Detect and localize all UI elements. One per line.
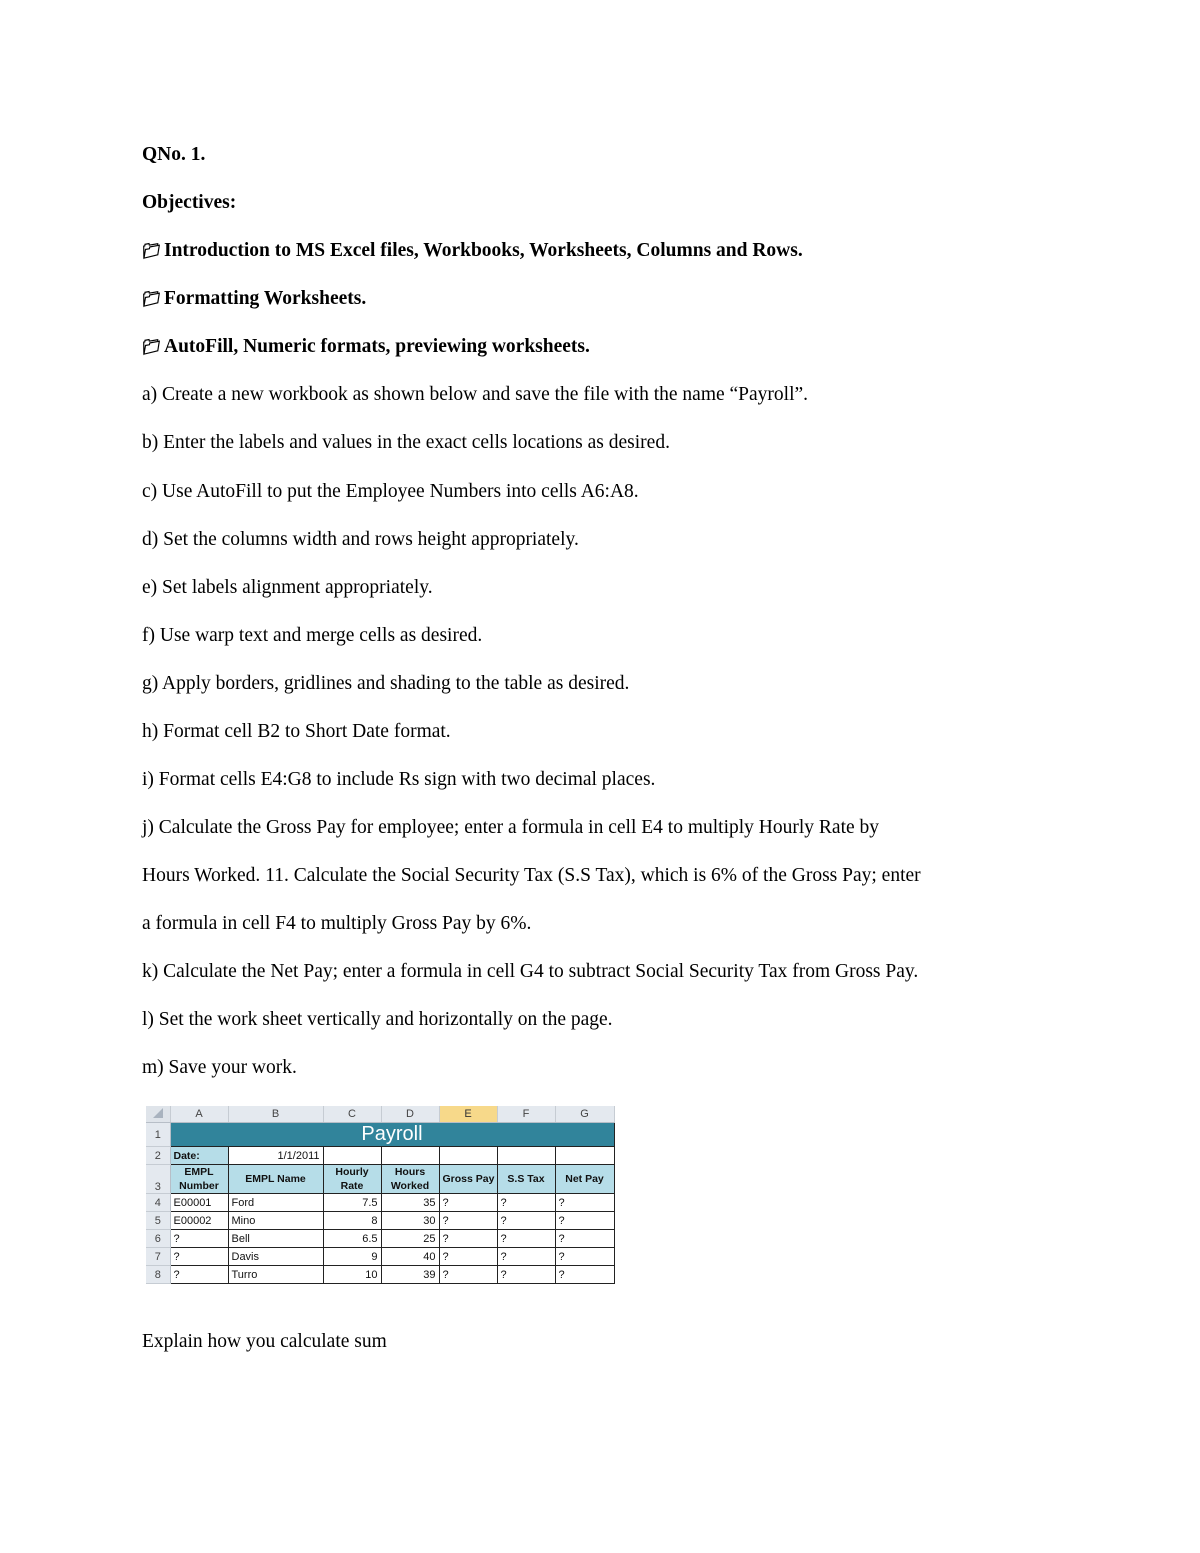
gross-pay-cell[interactable]: ? <box>439 1230 497 1248</box>
column-header-row <box>146 1106 614 1123</box>
header-hourly-rate[interactable]: Hourly Rate <box>323 1165 381 1194</box>
table-row <box>146 1194 614 1212</box>
empl-number-cell[interactable]: ? <box>170 1248 228 1266</box>
folder-clip-icon: 📁︎ <box>142 338 162 356</box>
row-header[interactable]: 1 <box>146 1123 170 1147</box>
task-item: k) Calculate the Net Pay; enter a formula in cell G4 to subtract Social Security Tax from Gross Pay. <box>142 961 919 982</box>
task-item: b) Enter the labels and values in the exact cells locations as desired. <box>142 432 670 453</box>
empty-cell[interactable] <box>555 1147 614 1165</box>
ss-tax-cell[interactable]: ? <box>497 1212 555 1230</box>
task-item: h) Format cell B2 to Short Date format. <box>142 721 451 742</box>
hours-worked-cell[interactable]: 25 <box>381 1230 439 1248</box>
empl-number-cell[interactable]: E00002 <box>170 1212 228 1230</box>
task-item: e) Set labels alignment appropriately. <box>142 577 433 598</box>
empl-name-cell[interactable]: Turro <box>228 1266 323 1284</box>
hourly-rate-cell[interactable]: 8 <box>323 1212 381 1230</box>
column-header-f[interactable]: F <box>497 1106 555 1123</box>
column-header-b[interactable]: B <box>228 1106 323 1123</box>
hourly-rate-cell[interactable]: 6.5 <box>323 1230 381 1248</box>
hours-worked-cell[interactable]: 39 <box>381 1266 439 1284</box>
ss-tax-cell[interactable]: ? <box>497 1230 555 1248</box>
task-item: i) Format cells E4:G8 to include Rs sign with two decimal places. <box>142 769 656 790</box>
hourly-rate-cell[interactable]: 7.5 <box>323 1194 381 1212</box>
empl-number-cell[interactable]: ? <box>170 1230 228 1248</box>
row-header[interactable]: 6 <box>146 1230 170 1248</box>
gross-pay-cell[interactable]: ? <box>439 1194 497 1212</box>
sheet-row-1 <box>146 1123 614 1147</box>
header-net-pay[interactable]: Net Pay <box>555 1165 614 1194</box>
hourly-rate-cell[interactable]: 9 <box>323 1248 381 1266</box>
date-label-cell[interactable]: Date: <box>170 1147 228 1165</box>
hourly-rate-cell[interactable]: 10 <box>323 1266 381 1284</box>
empl-number-cell[interactable]: ? <box>170 1266 228 1284</box>
header-hours-worked[interactable]: Hours Worked <box>381 1165 439 1194</box>
objective-item: 📁︎ Introduction to MS Excel files, Workbooks, Worksheets, Columns and Rows. <box>142 240 803 261</box>
folder-clip-icon: 📁︎ <box>142 290 162 308</box>
header-ss-tax[interactable]: S.S Tax <box>497 1165 555 1194</box>
row-header[interactable]: 3 <box>146 1165 170 1194</box>
task-item: a) Create a new workbook as shown below and save the file with the name “Payroll”. <box>142 384 809 405</box>
table-row <box>146 1212 614 1230</box>
task-item: c) Use AutoFill to put the Employee Numbers into cells A6:A8. <box>142 481 639 502</box>
ss-tax-cell[interactable]: ? <box>497 1194 555 1212</box>
row-header[interactable]: 2 <box>146 1147 170 1165</box>
sheet-row-2 <box>146 1147 614 1165</box>
gross-pay-cell[interactable]: ? <box>439 1266 497 1284</box>
column-header-a[interactable]: A <box>170 1106 228 1123</box>
header-empl-name[interactable]: EMPL Name <box>228 1165 323 1194</box>
task-item: f) Use warp text and merge cells as desired. <box>142 625 483 646</box>
date-value-cell[interactable]: 1/1/2011 <box>228 1147 323 1165</box>
hours-worked-cell[interactable]: 30 <box>381 1212 439 1230</box>
empl-number-cell[interactable]: E00001 <box>170 1194 228 1212</box>
row-header[interactable]: 8 <box>146 1266 170 1284</box>
net-pay-cell[interactable]: ? <box>555 1212 614 1230</box>
column-header-e[interactable]: E <box>439 1106 497 1123</box>
net-pay-cell[interactable]: ? <box>555 1230 614 1248</box>
task-item: l) Set the work sheet vertically and horizontally on the page. <box>142 1009 613 1030</box>
column-header-d[interactable]: D <box>381 1106 439 1123</box>
row-header[interactable]: 4 <box>146 1194 170 1212</box>
empty-cell[interactable] <box>439 1147 497 1165</box>
gross-pay-cell[interactable]: ? <box>439 1248 497 1266</box>
empl-name-cell[interactable]: Bell <box>228 1230 323 1248</box>
hours-worked-cell[interactable]: 35 <box>381 1194 439 1212</box>
task-item: j) Calculate the Gross Pay for employee; enter a formula in cell E4 to multiply Hourly Rate by <box>142 817 880 838</box>
empl-name-cell[interactable]: Mino <box>228 1212 323 1230</box>
row-header[interactable]: 5 <box>146 1212 170 1230</box>
empty-cell[interactable] <box>381 1147 439 1165</box>
row-header[interactable]: 7 <box>146 1248 170 1266</box>
task-item: d) Set the columns width and rows height appropriately. <box>142 529 579 550</box>
table-row <box>146 1248 614 1266</box>
ss-tax-cell[interactable]: ? <box>497 1248 555 1266</box>
objective-item: 📁︎ Formatting Worksheets. <box>142 288 367 309</box>
sheet-row-3 <box>146 1165 614 1194</box>
select-all-corner[interactable] <box>146 1106 170 1123</box>
empl-name-cell[interactable]: Davis <box>228 1248 323 1266</box>
task-item-continued: Hours Worked. 11. Calculate the Social Security Tax (S.S Tax), which is 6% of the Gross Pay; enter <box>142 865 921 886</box>
net-pay-cell[interactable]: ? <box>555 1248 614 1266</box>
column-header-c[interactable]: C <box>323 1106 381 1123</box>
ss-tax-cell[interactable]: ? <box>497 1266 555 1284</box>
table-row <box>146 1230 614 1248</box>
empty-cell[interactable] <box>323 1147 381 1165</box>
net-pay-cell[interactable]: ? <box>555 1194 614 1212</box>
objective-item: 📁︎ AutoFill, Numeric formats, previewing worksheets. <box>142 336 590 357</box>
header-gross-pay[interactable]: Gross Pay <box>439 1165 497 1194</box>
payroll-spreadsheet <box>146 1106 614 1298</box>
header-empl-number[interactable]: EMPL Number <box>170 1165 228 1194</box>
empty-cell[interactable] <box>497 1147 555 1165</box>
objectives-heading: Objectives: <box>142 192 237 213</box>
gross-pay-cell[interactable]: ? <box>439 1212 497 1230</box>
question-number: QNo. 1. <box>142 144 206 165</box>
folder-clip-icon: 📁︎ <box>142 242 162 260</box>
column-header-g[interactable]: G <box>555 1106 614 1123</box>
task-item-continued: a formula in cell F4 to multiply Gross Pay by 6%. <box>142 913 532 934</box>
table-row <box>146 1266 614 1284</box>
task-item: m) Save your work. <box>142 1057 297 1078</box>
hours-worked-cell[interactable]: 40 <box>381 1248 439 1266</box>
task-item: g) Apply borders, gridlines and shading to the table as desired. <box>142 673 630 694</box>
empl-name-cell[interactable]: Ford <box>228 1194 323 1212</box>
net-pay-cell[interactable]: ? <box>555 1266 614 1284</box>
closing-prompt: Explain how you calculate sum <box>142 1331 387 1352</box>
payroll-title-cell[interactable]: Payroll <box>170 1123 614 1147</box>
